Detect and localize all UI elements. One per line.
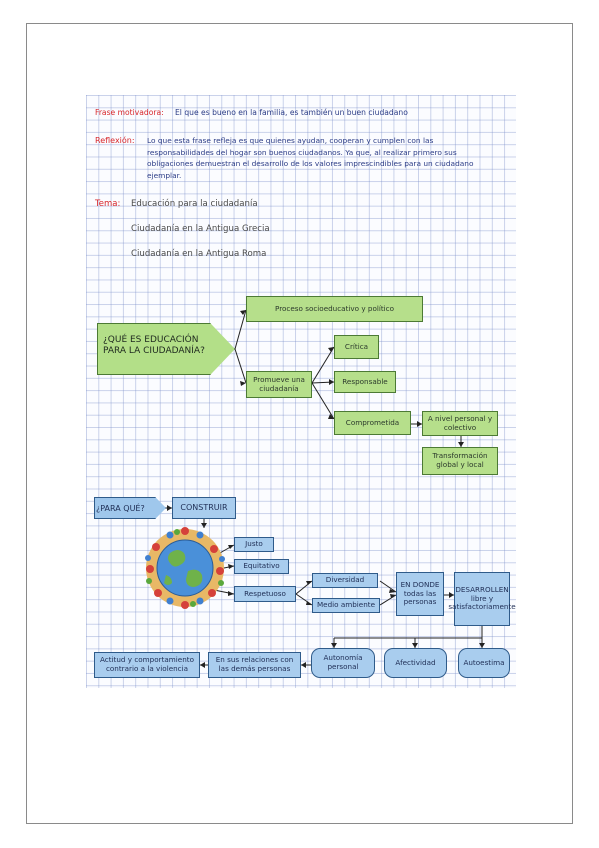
frase-text: El que es bueno en la familia, es también un buen ciudadano: [175, 108, 408, 117]
reflexion-text: Lo que esta frase refleja es que quienes ayudan, cooperan y cumplen con las responsabilidades del hogar son buenos ciudadanos. Ya que, al realizar primero sus obligaciones demuestran el desarrollo de los valores imprescindibles para un ciudadano ejemplar.: [147, 136, 474, 180]
nivel-box: A nivel personal y colectivo: [422, 411, 498, 436]
equitativo-box: Equitativo: [234, 559, 289, 574]
tema-item-2: Ciudadanía en la Antigua Grecia: [131, 224, 270, 234]
question-text: ¿QUÉ ES EDUCACIÓN PARA LA CIUDADANÍA?: [103, 335, 205, 356]
tema-item-3: Ciudadanía en la Antigua Roma: [131, 249, 267, 259]
globe-illustration: [144, 527, 226, 609]
comprometida-box: Comprometida: [334, 411, 411, 435]
tema-label: Tema:: [95, 199, 121, 209]
para-que-text: ¿PARA QUÉ?: [96, 504, 145, 513]
en-donde-box: EN DONDE todas las personas: [396, 572, 444, 616]
promueve-box: Promueve una ciudadanía: [246, 371, 312, 398]
reflexion-label: Reflexión:: [95, 136, 135, 145]
notebook-sheet: [86, 95, 516, 688]
desarrollen-box: DESARROLLEN libre y satisfactoriamente: [454, 572, 510, 626]
relaciones-box: En sus relaciones con las demás personas: [208, 652, 301, 678]
transformacion-box: Transformación global y local: [422, 447, 498, 475]
diversidad-box: Diversidad: [312, 573, 378, 588]
medio-ambiente-box: Medio ambiente: [312, 598, 380, 613]
frase-label: Frase motivadora:: [95, 108, 164, 117]
tema-item-1: Educación para la ciudadanía: [131, 199, 258, 209]
responsable-box: Responsable: [334, 371, 396, 393]
respetuoso-box: Respetuoso: [234, 586, 296, 602]
construir-box: CONSTRUIR: [172, 497, 236, 519]
afectividad-box: Afectividad: [384, 648, 447, 678]
autoestima-box: Autoestima: [458, 648, 510, 678]
proceso-box: Proceso socioeducativo y político: [246, 296, 423, 322]
critica-box: Crítica: [334, 335, 379, 359]
actitud-box: Actitud y comportamiento contrario a la violencia: [94, 652, 200, 678]
justo-box: Justo: [234, 537, 274, 552]
autonomia-box: Autonomía personal: [311, 648, 375, 678]
